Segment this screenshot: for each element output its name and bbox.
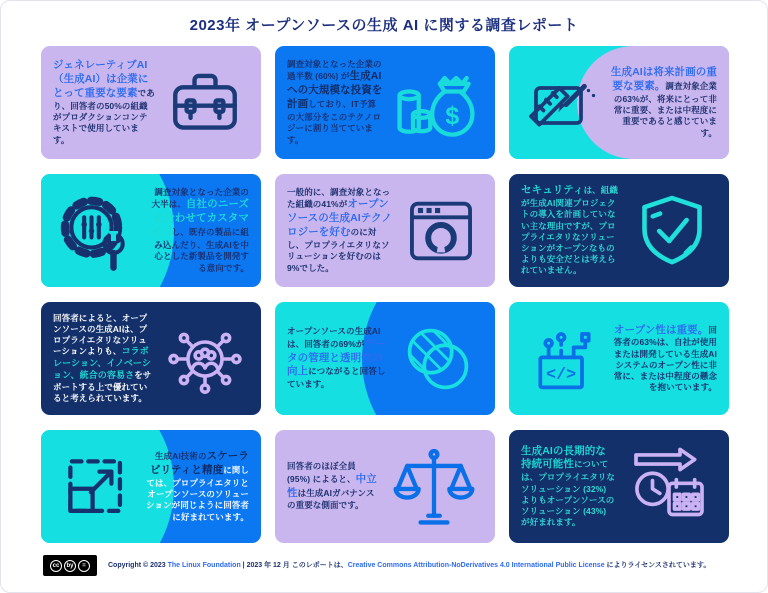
text-segment: し、既存の製品に組み込んだり、生成AIを中心とした新製品を開発する意向です。 (154, 227, 249, 273)
card-text (53, 59, 155, 145)
text-segment: しており、IT予算の大部分をこのテクノロジーに割り当てています。 (287, 99, 382, 145)
card-collaboration-innovation (41, 302, 261, 415)
text-segment: 調査対象となった企業の過半数 (60%) が (287, 59, 382, 82)
text-segment: 調査対象企業の63%が、将来にとって非常に重要、または中程度に重要であると感じています。 (613, 81, 717, 138)
text-segment: セキュリティ (521, 184, 584, 197)
text-segment: オープンソースの生成AIテクノロジーを好む (287, 198, 392, 239)
gear-wrench-icon (53, 187, 141, 275)
card-text (521, 184, 621, 276)
text-segment: のに対し、プロプライエタリなソリューションを好むのは9%でした。 (287, 227, 390, 273)
card-neutrality-governance (275, 430, 495, 543)
footer-link[interactable]: Creative Commons Attribution-NoDerivatives 4.0 International Public License (347, 561, 605, 569)
text-segment: コラボレーション、イノベーション、統合の容易さ (53, 346, 151, 381)
text-segment: 回答者によると、オープンソースの生成AIは、プロプライエタリなソリューションよりも、 (53, 312, 148, 357)
creative-commons-badge[interactable] (43, 555, 97, 576)
balance-scale-icon (385, 441, 483, 533)
card-text (607, 66, 717, 139)
card-scalability-accuracy (41, 430, 261, 543)
text-segment: | 2023 年 12 月 このレポートは、 (240, 561, 348, 569)
network-people-icon (161, 316, 249, 402)
card-generative-ai-importance (41, 46, 261, 159)
svg-text:</>: </> (546, 365, 577, 385)
card-customization-intent (41, 174, 261, 287)
text-segment: は、組織が生成AI関連プロジェクトの導入を計画していない主な理由ですが、プロプライエタリなソリューションがオープンなものよりも安全だとは考えられていません。 (521, 185, 618, 276)
text-segment: によりライセンスされています。 (604, 561, 711, 569)
cc-by-icon: by (64, 560, 76, 572)
card-long-term-sustainability (509, 430, 729, 543)
cc-icon: cc (50, 560, 62, 572)
code-box-icon (521, 319, 603, 399)
text-segment: 調査対象となった企業の大半は、 (151, 187, 249, 210)
text-segment: 生成AIへの大規模な投資を計画 (287, 70, 383, 111)
card-investment-plans (275, 46, 495, 159)
text-segment: ジェネレーティブAI（生成AI）は企業にとって重要な要素 (53, 59, 149, 99)
text-segment: オープン性は重要。 (613, 323, 709, 336)
text-segment: 生成AIは将来計画の重要な要素。 (610, 66, 717, 93)
text-segment: であり、回答者の50%の組織がプロダクションコンテキストで使用しています。 (53, 87, 155, 145)
card-text (53, 313, 155, 405)
card-text (145, 450, 249, 523)
text-segment: 自社のニーズに合わせてカスタマイズ (150, 198, 249, 239)
text-segment: に関しては、プロプライエタリとオープンソースのソリューションが同じように回答者に好まれています。 (145, 465, 249, 522)
card-text (521, 445, 615, 529)
clock-calendar-arrow-icon (621, 443, 717, 531)
footer-link[interactable]: The Linux Foundation (167, 561, 241, 569)
card-text (287, 59, 383, 145)
card-data-transparency (275, 302, 495, 415)
shield-check-icon (627, 187, 717, 275)
resize-square-icon (53, 446, 139, 528)
text-segment: オープンソースの生成AIは、回答者の69%が (287, 326, 381, 349)
card-text (147, 187, 249, 273)
text-segment: 回答者の63%は、自社が使用または開発している生成AIシステムのオープン性に非常に、または中程度の懸念を抱いています。 (613, 324, 717, 393)
text-segment: は生成AIガバナンスの重要な側面です。 (287, 487, 375, 511)
card-text (287, 187, 393, 273)
card-grid (41, 46, 729, 543)
plan-pencil-ruler-icon (521, 63, 601, 143)
card-open-source-preference (275, 174, 495, 287)
card-text (287, 326, 387, 390)
text-segment: データの管理と透明性の向上 (287, 337, 386, 378)
footer (43, 555, 743, 576)
text-segment: Copyright © 2023 (108, 561, 168, 569)
svg-text:$: $ (445, 101, 460, 130)
text-segment: については、プロプライエタリなソリューション (32%) よりもオープンソースのソリューション (43%) が好まれます。 (521, 459, 616, 528)
card-future-plans (509, 46, 729, 159)
text-segment: 生成AI技術の (154, 451, 207, 462)
text-segment: 生成AIの長期的な持続可能性 (521, 444, 606, 471)
text-segment: 一般的に、調査対象となった組織の41%が (287, 187, 391, 210)
text-segment: 回答者のほぼ全員 (95%) によると、 (287, 461, 356, 484)
copyright-text (108, 561, 710, 570)
card-text (609, 324, 717, 394)
text-segment: 中立性 (287, 472, 377, 499)
open-source-window-icon (399, 190, 483, 272)
card-security-concerns (509, 174, 729, 287)
cc-nd-icon: = (78, 560, 90, 572)
card-openness-matters (509, 302, 729, 415)
briefcase-icon (161, 61, 249, 145)
money-bag-icon (389, 57, 483, 149)
text-segment: をサポートする上で優れていると考えられています。 (53, 370, 152, 404)
page-title: 2023年 オープンソースの生成 AI に関する調査レポート (189, 17, 579, 34)
venn-circles-icon (393, 315, 483, 403)
card-text (287, 461, 379, 511)
text-segment: につながると回答しています。 (287, 366, 386, 390)
text-segment: スケーラビリティと精度 (150, 450, 249, 477)
